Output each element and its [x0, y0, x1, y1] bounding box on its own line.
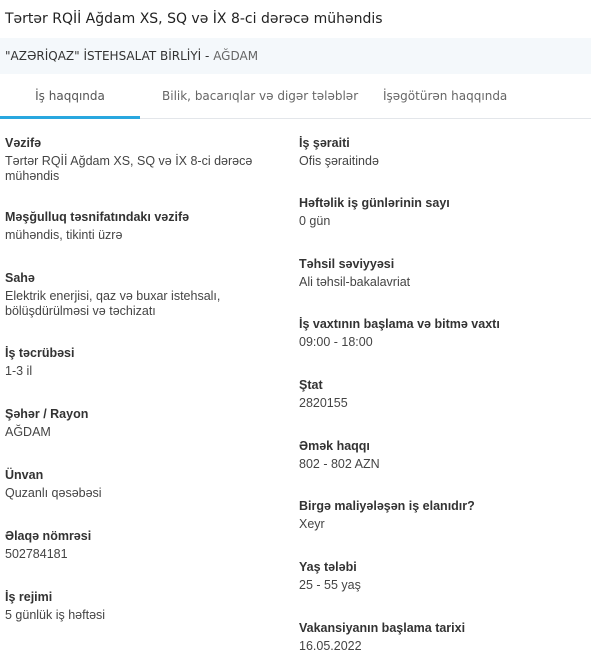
field-label: Ünvan — [5, 468, 44, 482]
field-value: Xeyr — [299, 517, 325, 531]
field-value: Quzanlı qəsəbəsi — [5, 486, 102, 500]
field-value: 09:00 - 18:00 — [299, 335, 373, 349]
field-value: 25 - 55 yaş — [299, 578, 361, 592]
field-age-requirement — [299, 560, 584, 621]
field-value: 802 - 802 AZN — [299, 457, 380, 471]
field-value: Ali təhsil-bakalavriat — [299, 275, 411, 289]
company-separator: - — [201, 49, 214, 63]
field-label: Sahə — [5, 271, 35, 285]
field-city — [5, 407, 290, 468]
field-value: mühəndis, tikinti üzrə — [5, 228, 123, 242]
tab-bar — [0, 74, 591, 119]
field-value: Tərtər RQİİ Ağdam XS, SQ və İX 8-ci dərəcə mühəndis — [5, 154, 253, 183]
field-value: 0 gün — [299, 214, 331, 228]
field-working-hours — [299, 317, 584, 378]
tab-requirements[interactable]: Bilik, bacarıqlar və digər tələblər — [162, 89, 359, 103]
field-value: 5 günlük iş həftəsi — [5, 608, 106, 622]
field-label: Birgə maliyələşən iş elanıdır? — [299, 499, 475, 513]
field-work-mode — [5, 590, 290, 623]
field-education-level — [299, 257, 584, 317]
field-label: Vəzifə — [5, 136, 42, 150]
field-weekly-workdays — [299, 196, 584, 257]
company-name[interactable]: "AZƏRİQAZ" İSTEHSALAT BİRLİYİ — [5, 49, 202, 63]
field-sector — [5, 271, 290, 346]
field-label: Məşğulluq təsnifatındakı vəzifə — [5, 210, 190, 224]
field-label: İş şəraiti — [299, 136, 350, 150]
field-value: 502784181 — [5, 547, 68, 561]
field-classifier-position — [5, 210, 290, 271]
field-value: 2820155 — [299, 396, 348, 410]
field-label: Vakansiyanın başlama tarixi — [299, 621, 466, 635]
tab-employer-info[interactable]: İşəgötürən haqqında — [383, 89, 508, 103]
field-position — [5, 136, 290, 210]
field-salary — [299, 439, 584, 499]
field-label: Ştat — [299, 378, 323, 392]
field-label: Təhsil səviyyəsi — [299, 257, 395, 271]
details-right-column — [299, 136, 584, 654]
field-label: Həftəlik iş günlərinin sayı — [299, 196, 450, 210]
field-value: 16.05.2022 — [299, 639, 362, 653]
field-value: AĞDAM — [5, 425, 51, 439]
field-cofinanced — [299, 499, 584, 560]
company-bar — [0, 38, 591, 74]
field-label: İş vaxtının başlama və bitmə vaxtı — [299, 317, 500, 331]
field-value: Elektrik enerjisi, qaz və buxar istehsalı, bölüşdürülməsi və təchizatı — [5, 289, 221, 318]
field-label: İş təcrübəsi — [5, 346, 75, 360]
field-label: Əlaqə nömrəsi — [5, 529, 92, 543]
field-label: İş rejimi — [5, 590, 53, 604]
tab-job-info[interactable]: İş haqqında — [0, 74, 140, 119]
field-address — [5, 468, 290, 529]
field-experience — [5, 346, 290, 407]
field-label: Əmək haqqı — [299, 439, 370, 453]
field-work-conditions — [299, 136, 584, 196]
field-vacancy-start-date — [299, 621, 584, 654]
field-value: Ofis şəraitində — [299, 154, 379, 168]
details-left-column — [5, 136, 290, 623]
field-label: Şəhər / Rayon — [5, 407, 89, 421]
field-contact-number — [5, 529, 290, 590]
field-label: Yaş tələbi — [299, 560, 357, 574]
field-staff-unit — [299, 378, 584, 439]
field-value: 1-3 il — [5, 364, 33, 378]
vacancy-title: Tərtər RQİİ Ağdam XS, SQ və İX 8-ci dərəcə mühəndis — [5, 11, 383, 27]
company-city: AĞDAM — [213, 49, 259, 63]
